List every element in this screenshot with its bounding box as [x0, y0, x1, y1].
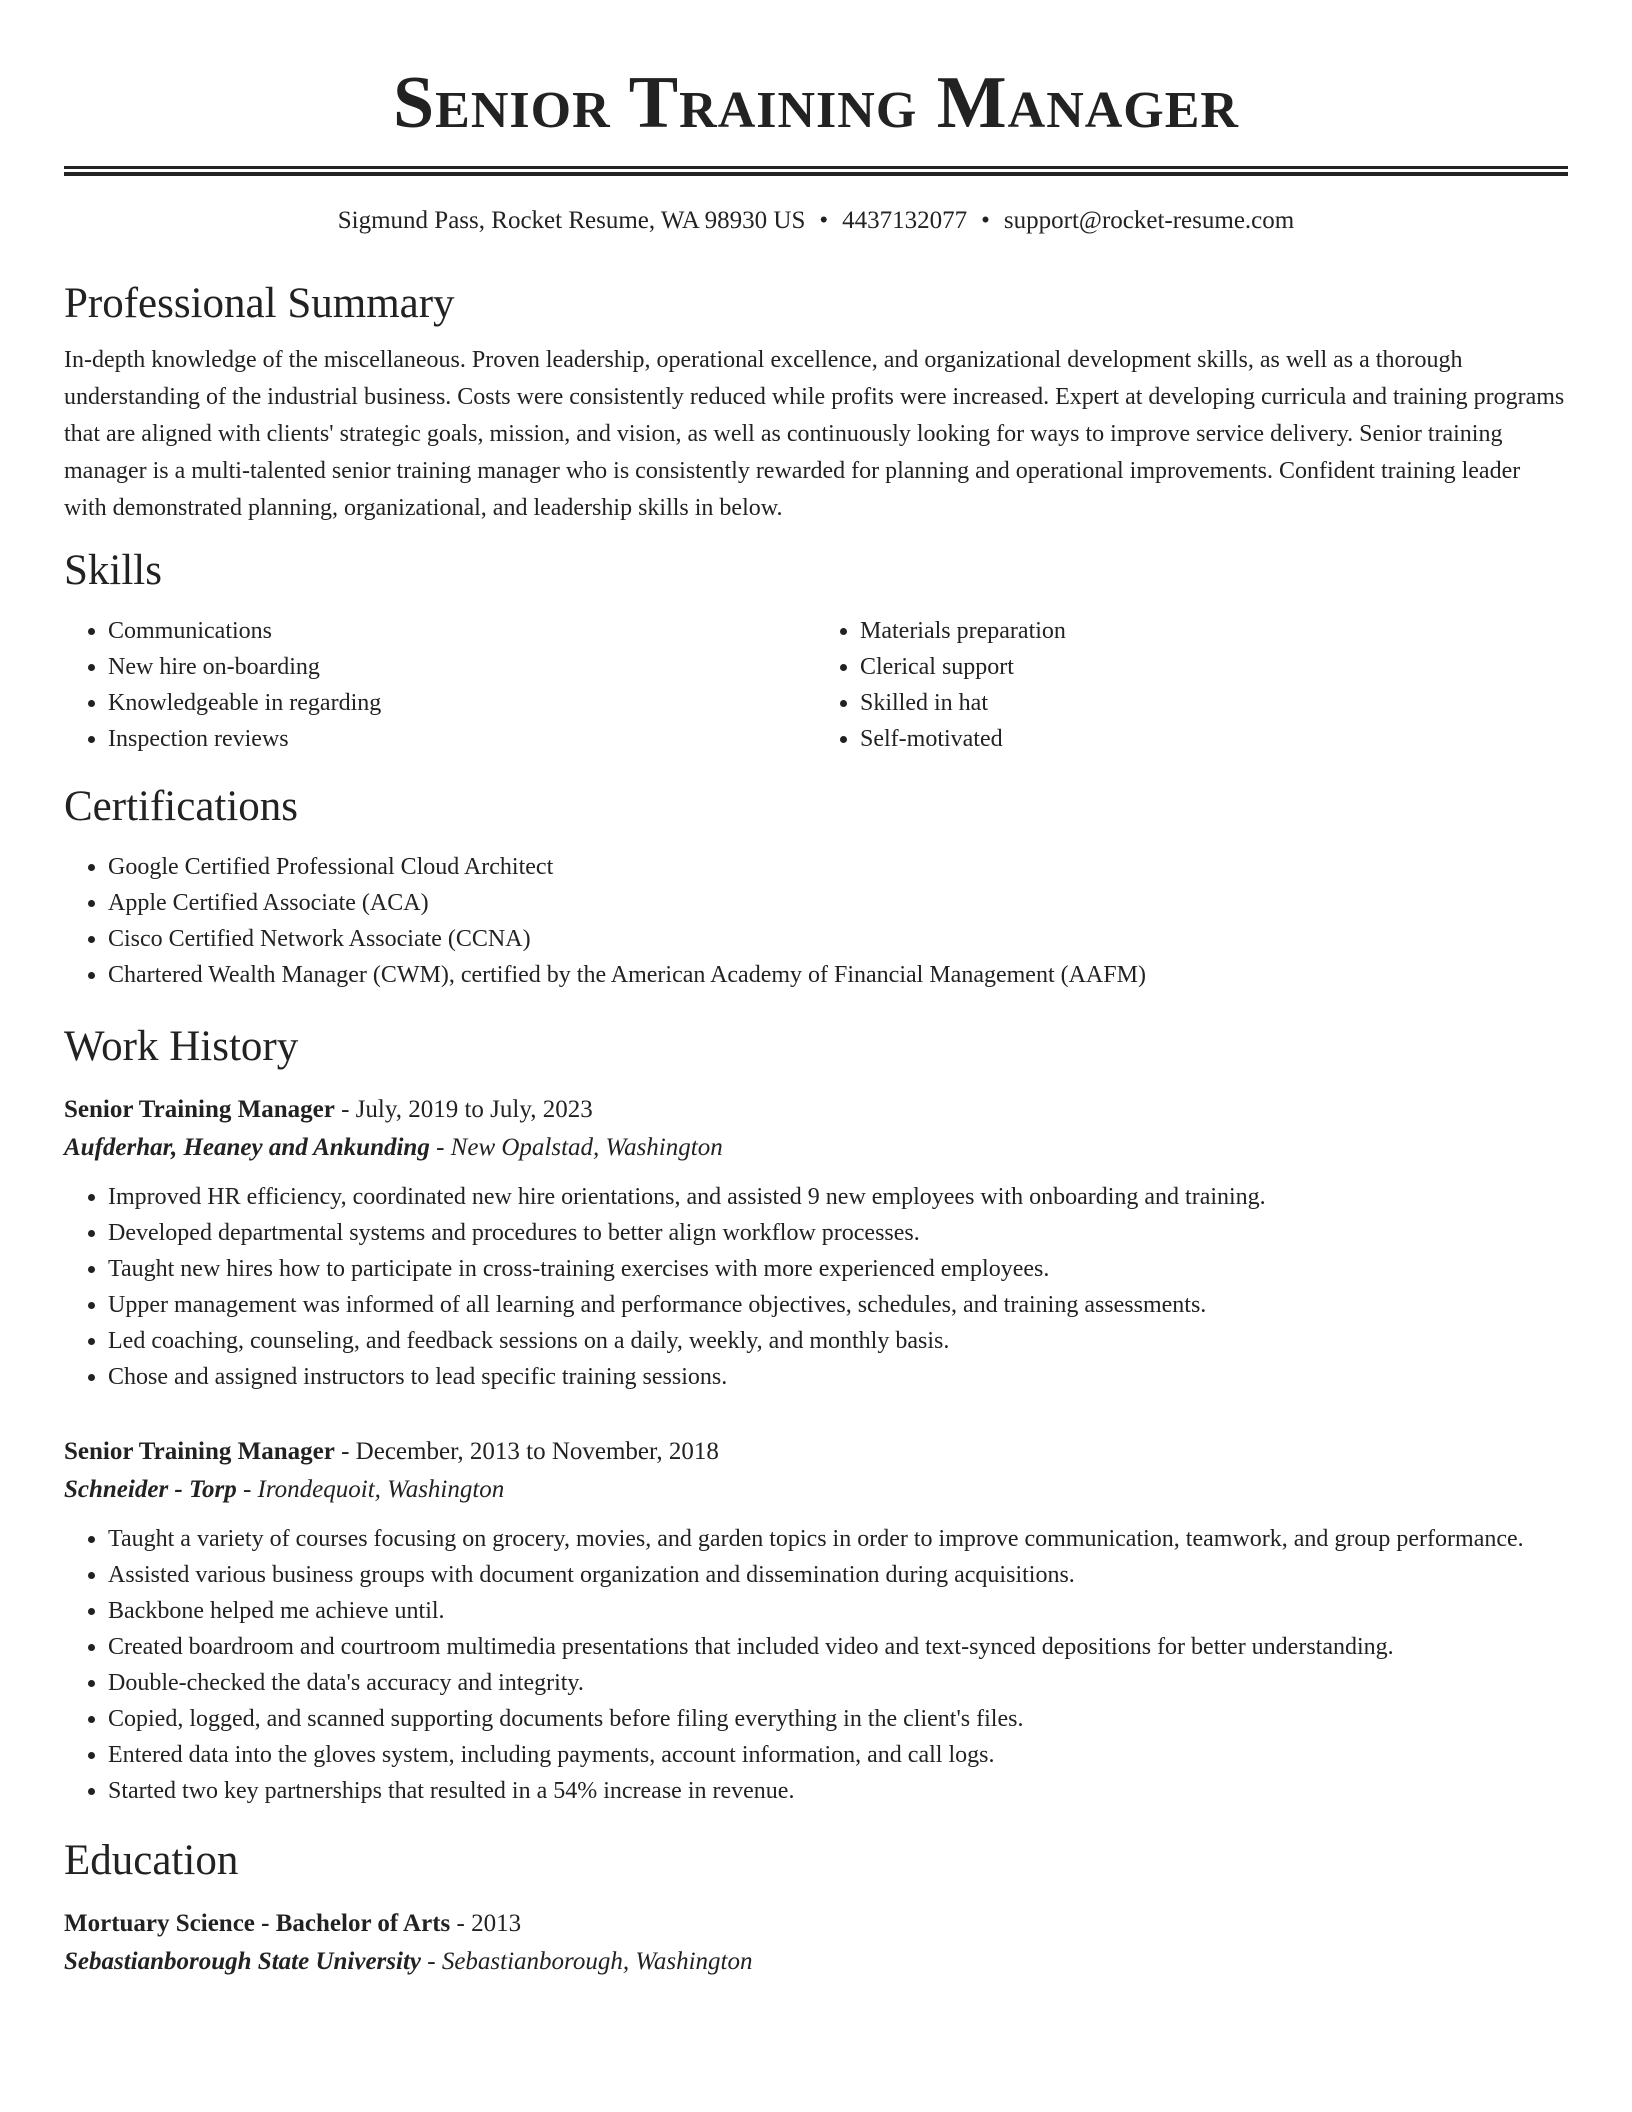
job-duty: • Chose and assigned instructors to lead specific training sessions.: [108, 1359, 1568, 1395]
skills-section: [64, 545, 1568, 757]
skill-item: • New hire on-boarding: [108, 649, 816, 685]
contact-line: [64, 204, 1568, 238]
job-title-line: [64, 1433, 1568, 1471]
work-history-heading: Work History: [64, 1023, 299, 1070]
job-dates: - December, 2013 to November, 2018: [334, 1438, 719, 1465]
certification-item: • Google Certified Professional Cloud Architect: [108, 849, 1568, 885]
title-divider: [64, 166, 1568, 176]
contact-email: support@rocket-resume.com: [1003, 207, 1295, 234]
job-duty: • Taught new hires how to participate in cross-training exercises with more experienced employees.: [108, 1251, 1568, 1287]
education-degree: Mortuary Science - Bachelor of Arts: [64, 1910, 451, 1937]
education-year: - 2013: [450, 1910, 522, 1937]
job-duties-list: [64, 1521, 1568, 1809]
certifications-list: [64, 849, 1568, 993]
job-duty: • Started two key partnerships that resulted in a 54% increase in revenue.: [108, 1773, 1568, 1809]
education-degree-line: [64, 1905, 1568, 1943]
skills-columns: [64, 613, 1568, 757]
summary-section: [64, 278, 1568, 527]
job-duty: • Created boardroom and courtroom multimedia presentations that included video and text-synced depositions for better understanding.: [108, 1629, 1568, 1665]
education-location: - Sebastianborough, Washington: [421, 1948, 753, 1975]
certification-item: • Chartered Wealth Manager (CWM), certified by the American Academy of Financial Management (AAFM): [108, 957, 1568, 993]
bullet-separator: •: [981, 207, 990, 234]
job-title: Senior Training Manager: [64, 1438, 335, 1465]
skill-item: • Self-motivated: [860, 721, 1568, 757]
job-duty: • Developed departmental systems and procedures to better align workflow processes.: [108, 1215, 1568, 1251]
skill-item: • Knowledgeable in regarding: [108, 685, 816, 721]
certifications-section: [64, 781, 1568, 993]
skills-heading: Skills: [64, 547, 162, 594]
job-company: Schneider - Torp: [64, 1476, 237, 1503]
education-school-line: [64, 1943, 1568, 1981]
job-company: Aufderhar, Heaney and Ankunding: [64, 1134, 430, 1161]
job-entry: [64, 1433, 1568, 1809]
job-duty: • Copied, logged, and scanned supporting documents before filing everything in the client's files.: [108, 1701, 1568, 1737]
certification-item: • Apple Certified Associate (ACA): [108, 885, 1568, 921]
skill-item: • Communications: [108, 613, 816, 649]
education-entry: [64, 1905, 1568, 1981]
job-duty: • Led coaching, counseling, and feedback sessions on a daily, weekly, and monthly basis.: [108, 1323, 1568, 1359]
skill-item: • Inspection reviews: [108, 721, 816, 757]
job-duty: • Improved HR efficiency, coordinated new hire orientations, and assisted 9 new employees with onboarding and training.: [108, 1179, 1568, 1215]
skill-item: • Skilled in hat: [860, 685, 1568, 721]
skill-item: • Materials preparation: [860, 613, 1568, 649]
work-history-section: [64, 1021, 1568, 1809]
certifications-heading: Certifications: [64, 783, 299, 830]
skills-list-left: [64, 613, 816, 757]
job-duty: • Entered data into the gloves system, including payments, account information, and call logs.: [108, 1737, 1568, 1773]
job-company-line: [64, 1471, 1568, 1509]
resume-title: Senior Training Manager: [393, 62, 1239, 144]
job-duty: • Double-checked the data's accuracy and integrity.: [108, 1665, 1568, 1701]
bullet-separator: •: [819, 207, 829, 234]
job-duty: • Upper management was informed of all learning and performance objectives, schedules, and training assessments.: [108, 1287, 1568, 1323]
education-school: Sebastianborough State University: [64, 1948, 421, 1975]
contact-phone: 4437132077: [842, 207, 968, 234]
job-location: - Irondequoit, Washington: [236, 1476, 505, 1503]
summary-text: In-depth knowledge of the miscellaneous. Proven leadership, operational excellence, and organizational development skills, as well as a thorough understanding of the industrial business. Costs were consistently reduced while profits were increased. Expert at developing curricula and training programs that are aligned with clients' strategic goals, mission, and vision, as well as continuously looking for ways to improve service delivery. Senior training manager is a multi-talented senior training manager who is consistently rewarded for planning and operational improvements. Confident training leader with demonstrated planning, organizational, and leadership skills in below.: [64, 347, 1565, 521]
job-title: Senior Training Manager: [64, 1096, 335, 1123]
job-duties-list: [64, 1179, 1568, 1395]
job-dates: - July, 2019 to July, 2023: [334, 1096, 593, 1123]
skill-item: • Clerical support: [860, 649, 1568, 685]
education-section: [64, 1835, 1568, 1981]
skills-list-right: [816, 613, 1568, 757]
certification-item: • Cisco Certified Network Associate (CCNA): [108, 921, 1568, 957]
job-duty: • Taught a variety of courses focusing on grocery, movies, and garden topics in order to improve communication, teamwork, and group performance.: [108, 1521, 1568, 1557]
job-location: - New Opalstad, Washington: [429, 1134, 723, 1161]
education-heading: Education: [64, 1837, 239, 1884]
summary-heading: Professional Summary: [64, 280, 455, 327]
job-duty: • Assisted various business groups with document organization and dissemination during acquisitions.: [108, 1557, 1568, 1593]
job-title-line: [64, 1091, 1568, 1129]
contact-address: Sigmund Pass, Rocket Resume, WA 98930 US: [337, 207, 806, 234]
job-entry: [64, 1091, 1568, 1395]
job-company-line: [64, 1129, 1568, 1167]
job-duty: • Backbone helped me achieve until.: [108, 1593, 1568, 1629]
